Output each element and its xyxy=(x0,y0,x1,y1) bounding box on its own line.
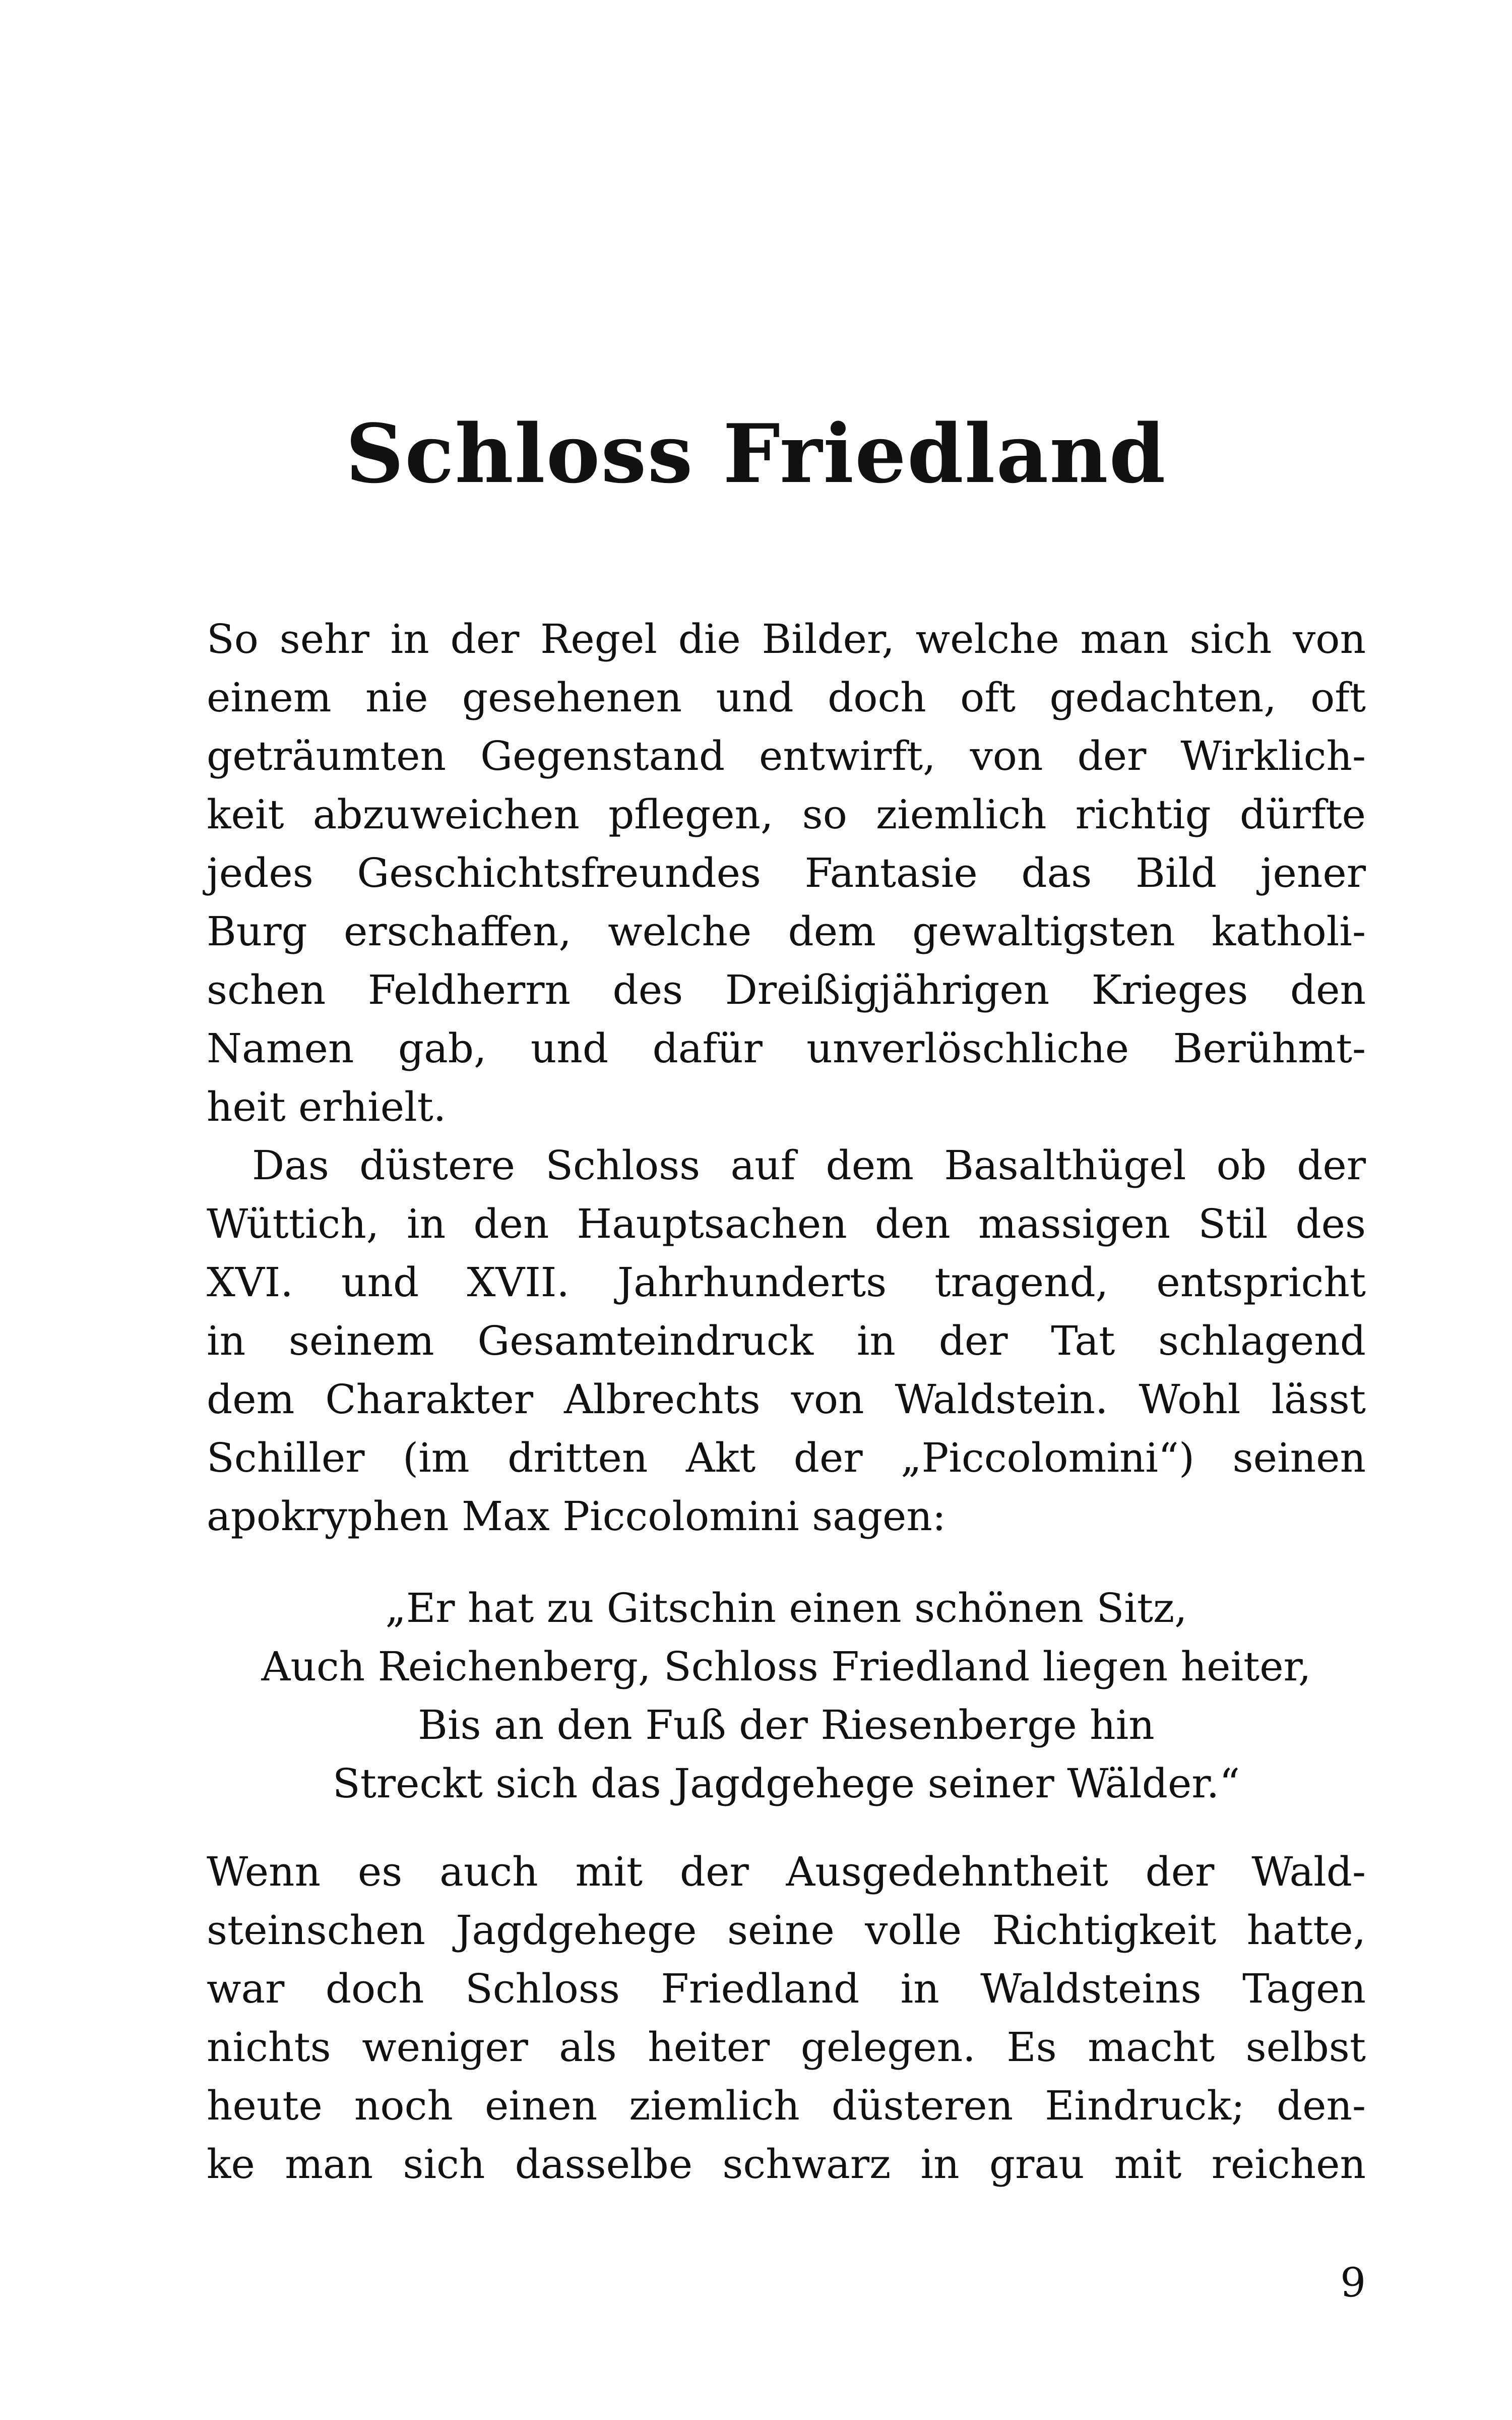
text-line: schen Feldherrn des Dreißigjährigen Krieges den xyxy=(207,966,1366,1013)
text-line: apokryphen Max Piccolomini sagen: xyxy=(207,1493,946,1540)
verse-quote xyxy=(207,1579,1366,1813)
text-line: nichts weniger als heiter gelegen. Es macht selbst xyxy=(207,2024,1366,2071)
text-line: Burg erschaffen, welche dem gewaltigsten katholi- xyxy=(207,908,1366,955)
text-line: dem Charakter Albrechts von Waldstein. Wohl lässt xyxy=(207,1376,1366,1423)
text-line: jedes Geschichtsfreundes Fantasie das Bild jener xyxy=(207,850,1366,896)
text-line: heit erhielt. xyxy=(207,1083,447,1130)
text-line: war doch Schloss Friedland in Waldsteins Tagen xyxy=(207,1965,1366,2012)
text-line: XVI. und XVII. Jahrhunderts tragend, entspricht xyxy=(207,1259,1366,1306)
verse-line: Bis an den Fuß der Riesenberge hin xyxy=(418,1702,1155,1748)
text-line: steinschen Jagdgehege seine volle Richtigkeit hatte, xyxy=(207,1907,1366,1954)
paragraph-castle-description xyxy=(207,1136,1366,1546)
paragraph-hunting-grounds xyxy=(207,1843,1366,2194)
text-line: ke man sich dasselbe schwarz in grau mit reichen xyxy=(207,2141,1366,2188)
text-line: in seinem Gesamteindruck in der Tat schlagend xyxy=(207,1317,1366,1364)
text-line: Das düstere Schloss auf dem Basalthügel ob der xyxy=(252,1142,1366,1189)
paragraph-intro xyxy=(207,610,1366,1136)
text-line: Wüttich, in den Hauptsachen den massigen Stil des xyxy=(207,1200,1366,1247)
text-line: heute noch einen ziemlich düsteren Eindruck; den- xyxy=(207,2082,1366,2129)
text-line: Wenn es auch mit der Ausgedehntheit der Wald- xyxy=(207,1848,1366,1895)
page-title: Schloss Friedland xyxy=(345,406,1167,501)
text-line: einem nie gesehenen und doch oft gedachten, oft xyxy=(207,674,1366,721)
text-line: Schiller (im dritten Akt der „Piccolomini“) seinen xyxy=(207,1434,1366,1481)
verse-line: Auch Reichenberg, Schloss Friedland liegen heiter, xyxy=(261,1643,1311,1690)
text-line: So sehr in der Regel die Bilder, welche man sich von xyxy=(207,616,1366,662)
text-line: geträumten Gegenstand entwirft, von der Wirklich- xyxy=(207,733,1366,779)
text-line: Namen gab, und dafür unverlöschliche Berühmt- xyxy=(207,1025,1366,1072)
text-line: keit abzuweichen pflegen, so ziemlich richtig dürfte xyxy=(207,791,1366,838)
verse-line: Streckt sich das Jagdgehege seiner Wälder.“ xyxy=(332,1760,1240,1807)
page-number: 9 xyxy=(1340,2259,1366,2306)
verse-line: „Er hat zu Gitschin einen schönen Sitz, xyxy=(385,1585,1187,1631)
